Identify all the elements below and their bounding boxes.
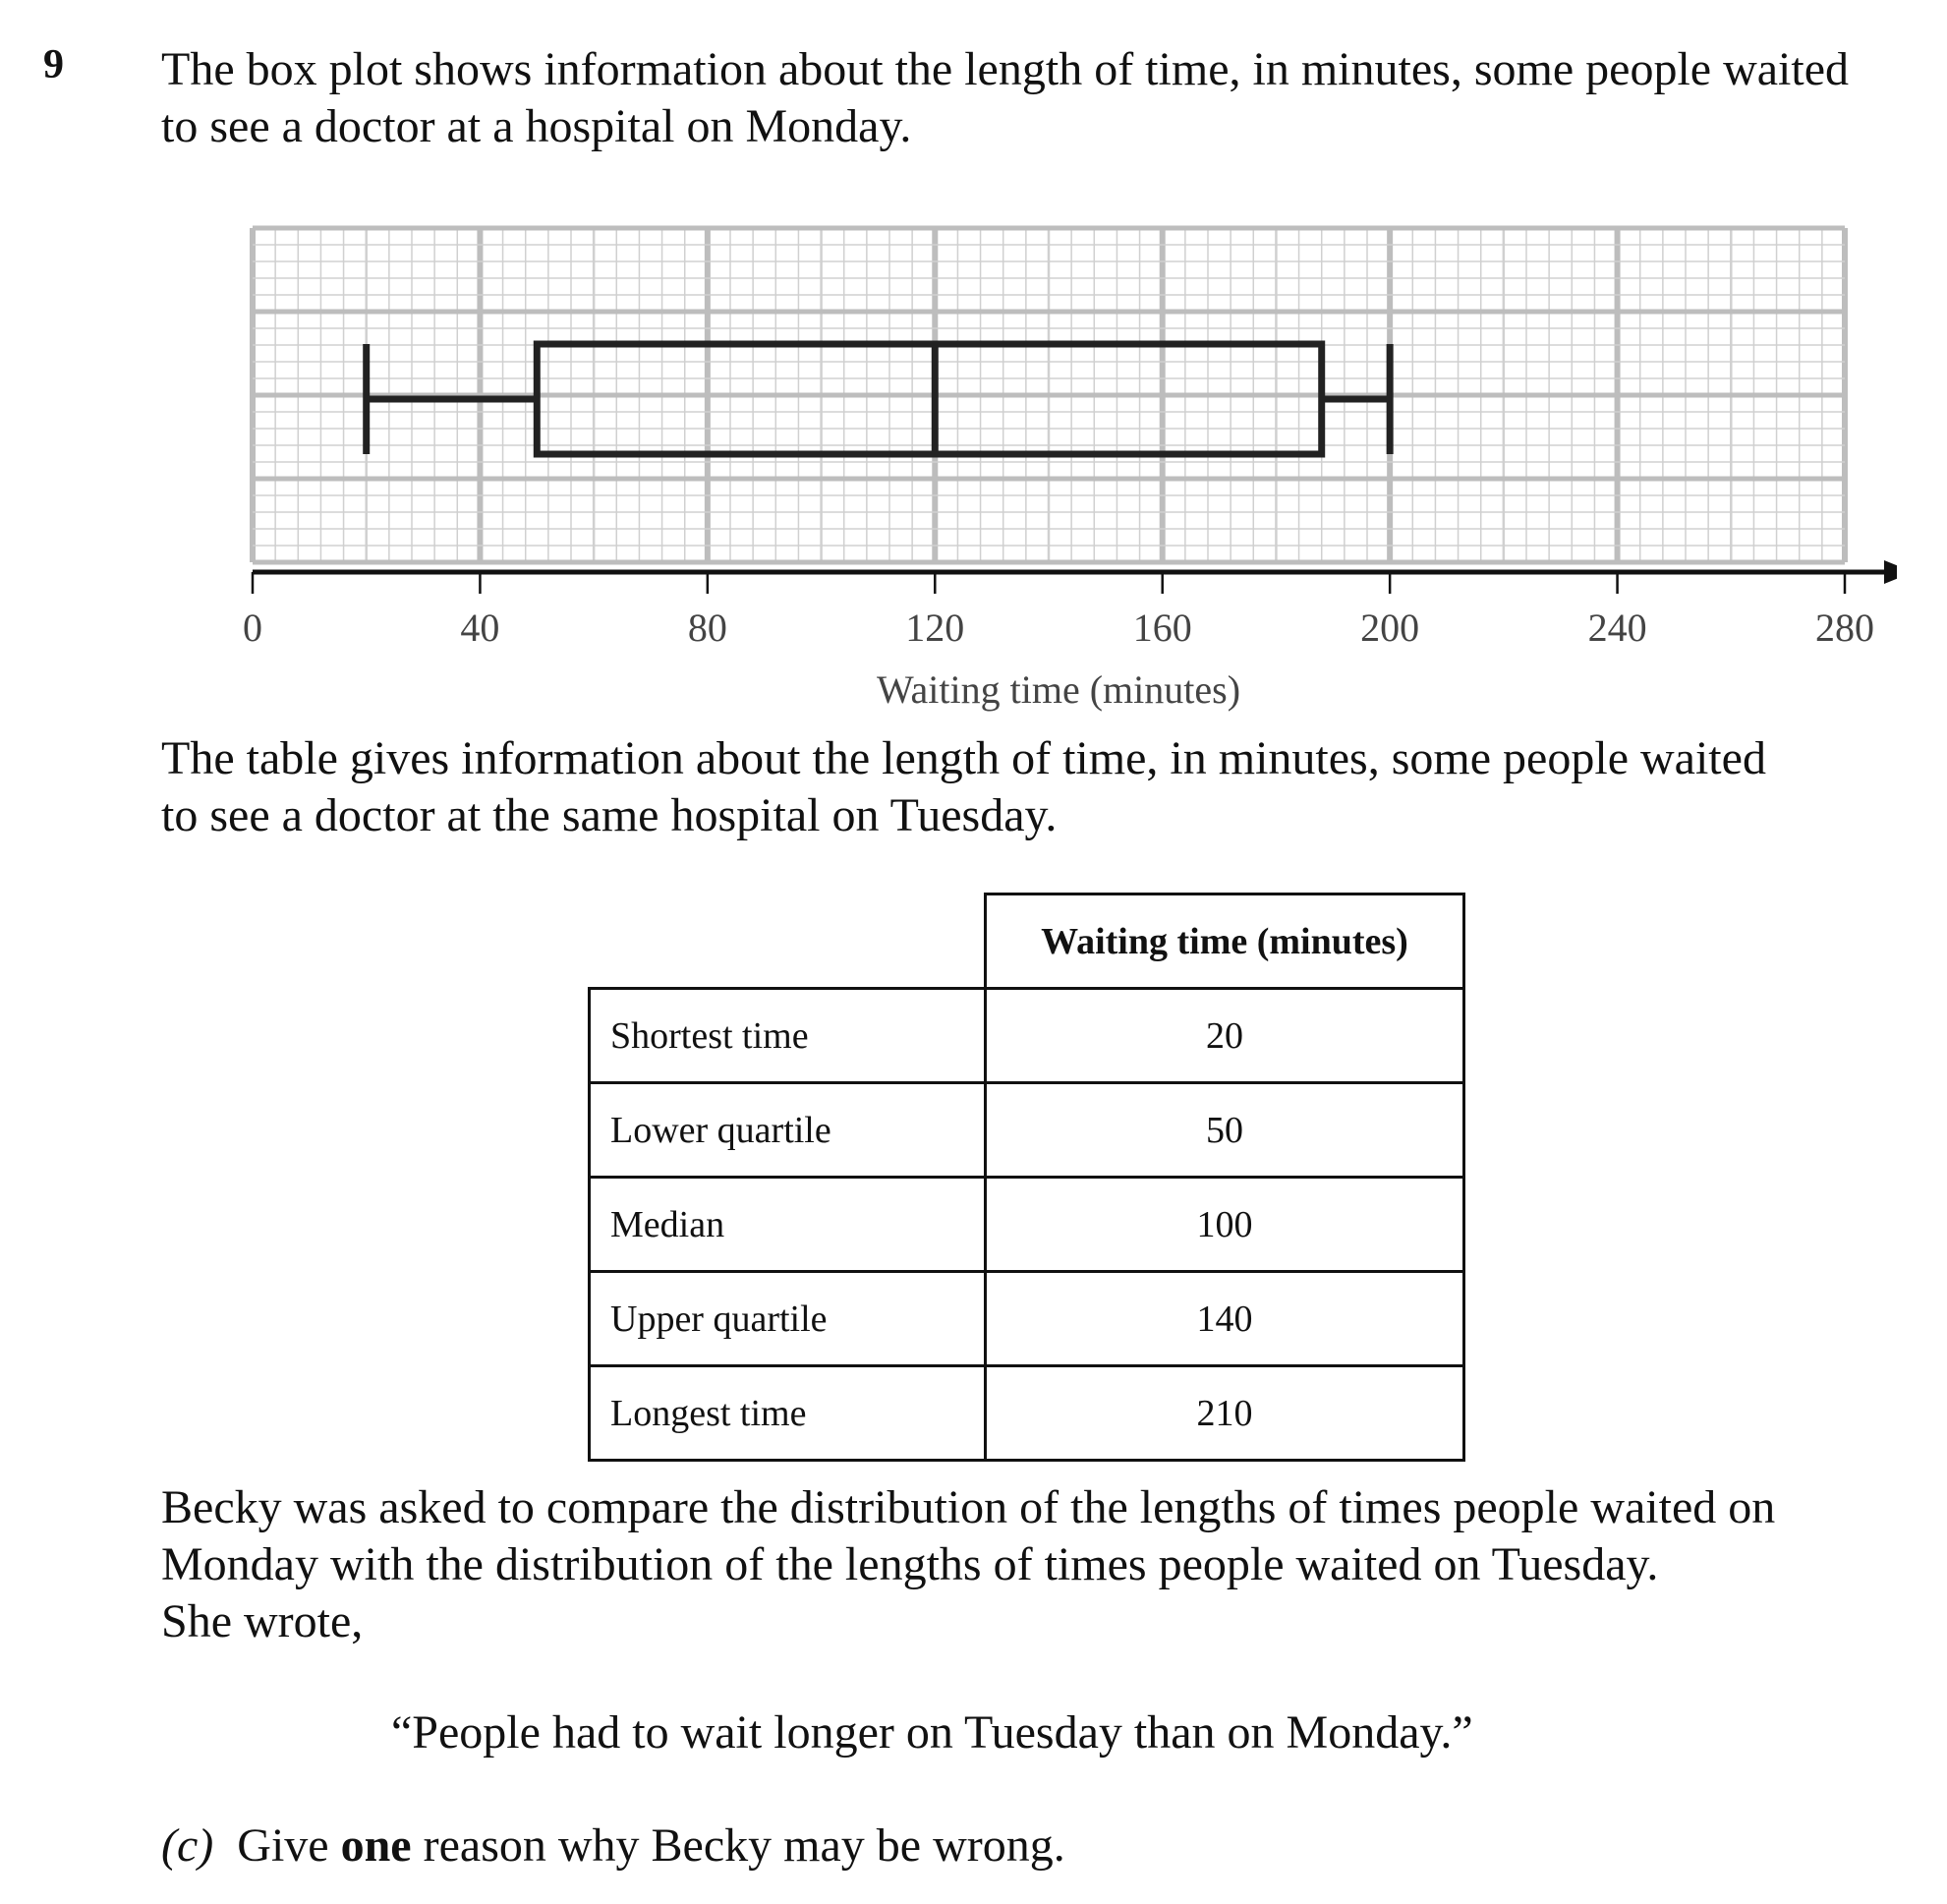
comparison-line: Monday with the distribution of the lengths of times people waited on Tuesday.	[161, 1538, 1659, 1590]
part-c-emphasis: one	[340, 1819, 412, 1872]
table-row-label: Upper quartile	[590, 1272, 986, 1366]
x-tick-labels	[243, 606, 1874, 650]
box-plot	[367, 344, 1390, 454]
x-axis-label: Waiting time (minutes)	[876, 667, 1241, 712]
table-row-value: 50	[986, 1083, 1464, 1178]
table-header: Waiting time (minutes)	[986, 894, 1464, 989]
table-row-value: 210	[986, 1366, 1464, 1461]
comparison-line: She wrote,	[161, 1595, 364, 1647]
table-row-value: 140	[986, 1272, 1464, 1366]
becky-quote: “People had to wait longer on Tuesday than on Monday.”	[391, 1706, 1473, 1759]
table-row	[590, 1366, 1464, 1461]
part-c-text-after: reason why Becky may be wrong.	[423, 1819, 1065, 1872]
table-empty-cell	[590, 894, 986, 989]
box-plot-chart	[226, 211, 1897, 722]
table-row	[590, 989, 1464, 1083]
comparison-paragraph	[161, 1479, 1775, 1650]
comparison-line: Becky was asked to compare the distribution of the lengths of times people waited on	[161, 1481, 1776, 1533]
x-tick-label: 0	[243, 606, 262, 650]
table-row-label: Median	[590, 1178, 986, 1272]
table-intro-line: The table gives information about the length of time, in minutes, some people waited	[161, 732, 1766, 784]
interquartile-box	[537, 344, 1321, 454]
x-axis	[253, 560, 1897, 594]
tuesday-table	[588, 893, 1465, 1462]
table-row	[590, 1178, 1464, 1272]
x-axis-arrow	[1884, 560, 1897, 584]
part-c-question	[161, 1818, 1065, 1873]
intro-paragraph	[161, 41, 1849, 155]
table-row-label: Shortest time	[590, 989, 986, 1083]
table-row-value: 20	[986, 989, 1464, 1083]
x-tick-label: 240	[1587, 606, 1647, 650]
intro-line: to see a doctor at a hospital on Monday.	[161, 100, 912, 152]
x-tick-label: 280	[1815, 606, 1874, 650]
table-row	[590, 1083, 1464, 1178]
table-row	[590, 1272, 1464, 1366]
x-tick-label: 120	[905, 606, 965, 650]
x-tick-label: 40	[460, 606, 500, 650]
table-row-label: Longest time	[590, 1366, 986, 1461]
x-tick-label: 200	[1360, 606, 1420, 650]
intro-line: The box plot shows information about the length of time, in minutes, some people waited	[161, 43, 1850, 95]
part-c-label: (c)	[161, 1819, 214, 1872]
part-c-text-before: Give	[237, 1819, 329, 1872]
x-tick-label: 160	[1132, 606, 1192, 650]
table-row-label: Lower quartile	[590, 1083, 986, 1178]
table-intro-paragraph	[161, 730, 1766, 844]
table-header-row	[590, 894, 1464, 989]
x-tick-label: 80	[687, 606, 727, 650]
table-intro-line: to see a doctor at the same hospital on Tuesday.	[161, 789, 1058, 841]
question-number: 9	[43, 42, 64, 87]
table-row-value: 100	[986, 1178, 1464, 1272]
chart-grid	[253, 228, 1845, 562]
